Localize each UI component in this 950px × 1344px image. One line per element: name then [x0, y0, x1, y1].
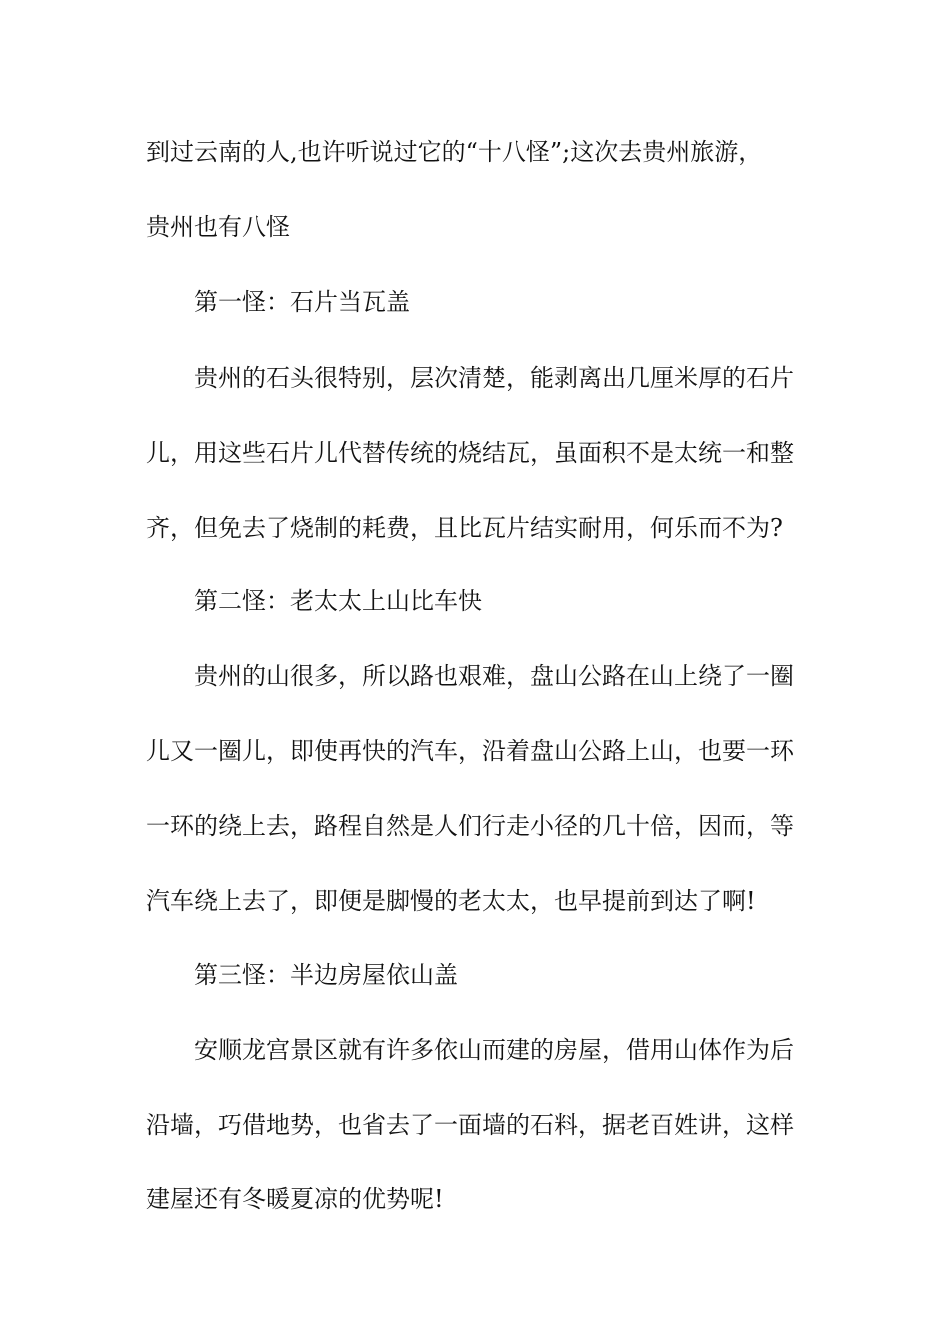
paragraph-second-line-4: 汽车绕上去了，即便是脚慢的老太太，也早提前到达了啊!: [146, 887, 756, 915]
paragraph-second-line-3: 一环的绕上去，路程自然是人们行走小径的几十倍，因而，等: [146, 812, 794, 840]
paragraph-third-line-2: 沿墙，巧借地势，也省去了一面墙的石料，据老百姓讲，这样: [146, 1111, 794, 1139]
heading-first-oddity: 第一怪：石片当瓦盖: [194, 288, 410, 316]
paragraph-intro-line-2: 贵州也有八怪: [146, 213, 290, 241]
paragraph-third-line-3: 建屋还有冬暖夏凉的优势呢!: [146, 1185, 444, 1213]
heading-second-oddity: 第二怪：老太太上山比车快: [194, 587, 482, 615]
paragraph-third-line-1: 安顺龙宫景区就有许多依山而建的房屋，借用山体作为后: [194, 1036, 794, 1064]
paragraph-first-line-2: 儿，用这些石片儿代替传统的烧结瓦，虽面积不是太统一和整: [146, 439, 794, 467]
paragraph-first-line-1: 贵州的石头很特别，层次清楚，能剥离出几厘米厚的石片: [194, 364, 794, 392]
paragraph-second-line-2: 儿又一圈儿，即使再快的汽车，沿着盘山公路上山，也要一环: [146, 737, 794, 765]
heading-third-oddity: 第三怪：半边房屋依山盖: [194, 961, 458, 989]
paragraph-intro-line-1: 到过云南的人,也许听说过它的“十八怪”;这次去贵州旅游，: [146, 138, 763, 166]
paragraph-second-line-1: 贵州的山很多，所以路也艰难，盘山公路在山上绕了一圈: [194, 662, 794, 690]
paragraph-first-line-3: 齐，但免去了烧制的耗费，且比瓦片结实耐用，何乐而不为?: [146, 514, 783, 542]
